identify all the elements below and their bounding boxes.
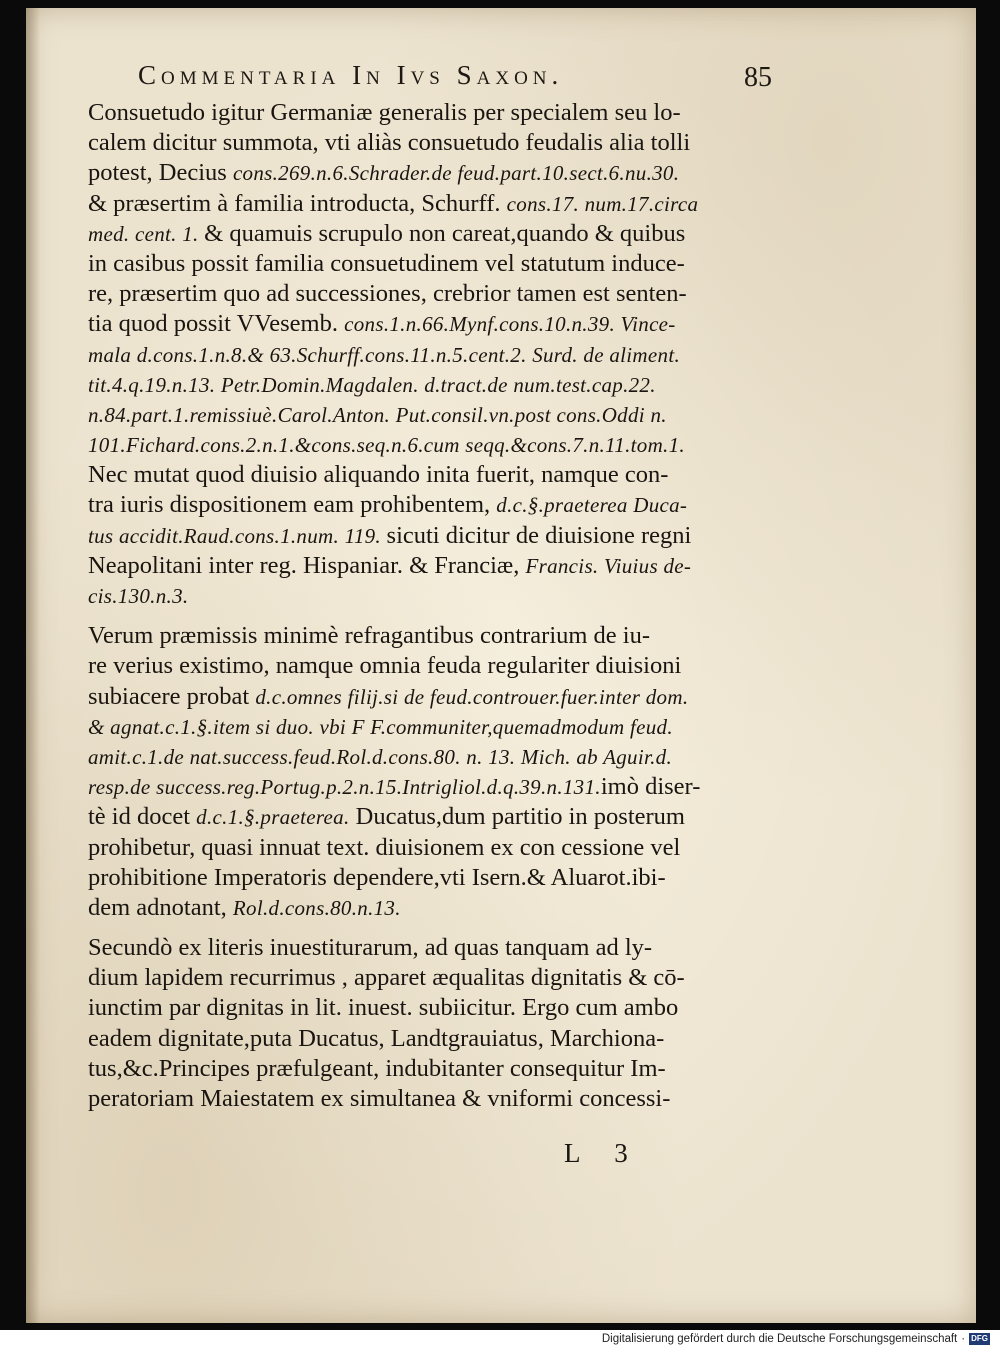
citation-text: & agnat.c.1.§.item si duo. vbi F F.communiter,quemadmodum feud. — [88, 714, 673, 739]
text-line — [88, 712, 798, 742]
line-text: subiacere probat — [88, 682, 256, 710]
page-number: 85 — [744, 62, 772, 93]
text-line — [88, 158, 798, 188]
line-text: Verum præmissis minimè refragantibus contrarium de iu- — [88, 622, 651, 650]
text-line — [88, 370, 798, 400]
line-text: iunctim par dignitas in lit. inuest. subiicitur. Ergo cum ambo — [88, 994, 679, 1022]
text-line — [88, 189, 798, 219]
citation-text: Rol.d.cons.80.n.13. — [232, 895, 401, 920]
line-text: imò diser- — [600, 773, 701, 801]
text-line — [88, 863, 798, 893]
line-text: tus,&c.Principes præfulgeant, indubitanter consequitur Im- — [88, 1054, 666, 1082]
citation-text: cons.269.n.6.Schrader.de feud.part.10.sect.6.nu.30. — [232, 161, 680, 186]
text-line — [88, 460, 798, 490]
page-binding-shadow — [26, 8, 40, 1323]
line-text: tia quod possit VVesemb. — [88, 310, 345, 338]
text-line — [88, 279, 798, 309]
text-line — [88, 651, 798, 681]
text-line — [88, 340, 798, 370]
line-text: Ducatus,dum partitio in posterum — [349, 803, 685, 831]
line-text: prohibitione Imperatoris dependere,vti Isern.& Aluarot.ibi- — [88, 863, 666, 891]
text-line — [88, 521, 798, 551]
citation-text: d.c.§.praeterea Duca- — [496, 493, 688, 518]
dfg-logo: DFG — [971, 1334, 988, 1343]
text-line — [88, 98, 798, 128]
citation-text: cis.130.n.3. — [88, 584, 189, 608]
line-text: prohibetur, quasi innuat text. diuisionem ex con cessione vel — [88, 833, 681, 861]
text-line — [88, 802, 798, 832]
citation-text: d.c.1.§.praeterea. — [196, 805, 350, 830]
line-text: & præsertim à familia introducta, Schurff. — [88, 189, 507, 217]
line-text: re, præsertim quo ad successiones, crebrior tamen est senten- — [88, 280, 687, 308]
line-text: sicuti dicitur de diuisione regni — [386, 521, 692, 549]
line-text: eadem dignitate,puta Ducatus, Landtgrauiatus, Marchiona- — [88, 1024, 665, 1052]
text-line — [88, 430, 798, 460]
citation-text: cons.17. num.17.circa — [506, 191, 699, 216]
line-text: calem dicitur summota, vti aliàs consuetudo feudalis alia tolli — [88, 129, 691, 157]
text-line — [88, 1054, 798, 1084]
citation-text: mala d.cons.1.n.8.& 63.Schurff.cons.11.n.5.cent.2. Surd. de aliment. — [88, 342, 681, 367]
text-line — [88, 772, 798, 802]
line-text: re verius existimo, namque omnia feuda regulariter diuisioni — [88, 652, 682, 680]
line-text: Neapolitani inter reg. Hispaniar. & Franciæ, — [88, 551, 526, 579]
signature-mark: L 3 — [564, 1138, 642, 1168]
text-line — [88, 400, 798, 430]
text-line — [88, 893, 798, 923]
citation-text: d.c.omnes filij.si de feud.controuer.fuer.inter dom. — [255, 684, 689, 709]
line-text: dem adnotant, — [88, 893, 233, 921]
text-line — [88, 742, 798, 772]
text-line — [88, 621, 798, 651]
text-line — [88, 490, 798, 520]
text-line — [88, 551, 798, 581]
line-text: tè id docet — [88, 803, 197, 831]
text-line — [88, 833, 798, 863]
citation-text: med. cent. 1. — [88, 221, 205, 246]
line-text: dium lapidem recurrimus , apparet æqualitas dignitatis & cō- — [88, 964, 685, 992]
paragraph — [88, 98, 798, 611]
text-line — [88, 128, 798, 158]
text-line — [88, 963, 798, 993]
citation-text: Francis. Viuius de- — [525, 553, 692, 578]
citation-text: tit.4.q.19.n.13. Petr.Domin.Magdalen. d.tract.de num.test.cap.22. — [88, 372, 656, 397]
text-line — [88, 581, 798, 611]
citation-text: resp.de success.reg.Portug.p.2.n.15.Intrigliol.d.q.39.n.131. — [88, 775, 601, 800]
citation-text: amit.c.1.de nat.success.feud.Rol.d.cons.80. n. 13. Mich. ab Aguir.d. — [88, 744, 673, 769]
line-text: Nec mutat quod diuisio aliquando inita fuerit, namque con- — [88, 461, 669, 489]
line-text: peratoriam Maiestatem ex simultanea & vniformi concessi- — [88, 1085, 671, 1112]
citation-text: cons.1.n.66.Mynf.cons.10.n.39. Vince- — [344, 312, 676, 337]
line-text: potest, Decius — [88, 159, 233, 187]
text-line — [88, 1024, 798, 1054]
text-line — [88, 682, 798, 712]
line-text: in casibus possit familia consuetudinem vel statutum induce- — [88, 249, 685, 277]
text-line — [88, 993, 798, 1023]
text-line — [88, 219, 798, 249]
credit-separator: · — [961, 1333, 966, 1345]
body-text — [88, 98, 798, 1114]
citation-text: n.84.part.1.remissiuè.Carol.Anton. Put.consil.vn.post cons.Oddi n. — [88, 402, 667, 427]
citation-text: 101.Fichard.cons.2.n.1.&cons.seq.n.6.cum seqq.&cons.7.n.11.tom.1. — [88, 433, 685, 458]
line-text: Consuetudo igitur Germaniæ generalis per specialem seu lo- — [88, 99, 681, 126]
line-text: tra iuris dispositionem eam prohibentem, — [88, 491, 497, 519]
line-text: & quamuis scrupulo non careat,quando & quibus — [204, 219, 686, 247]
paragraph-gap — [88, 611, 798, 621]
text-line — [88, 249, 798, 279]
running-title: Commentaria In Ivs Saxon. — [138, 60, 564, 90]
citation-text: tus accidit.Raud.cons.1.num. 119. — [88, 523, 387, 548]
text-line — [88, 1084, 798, 1114]
digitization-credit — [602, 1332, 990, 1346]
paragraph-gap — [88, 923, 798, 933]
paragraph — [88, 621, 798, 923]
text-line — [88, 309, 798, 339]
credit-text: Digitalisierung gefördert durch die Deutsche Forschungsgemeinschaft — [601, 1333, 958, 1345]
paragraph — [88, 933, 798, 1114]
book-page — [26, 8, 976, 1323]
line-text: Secundò ex literis inuestiturarum, ad quas tanquam ad ly- — [88, 934, 653, 962]
text-line — [88, 933, 798, 963]
